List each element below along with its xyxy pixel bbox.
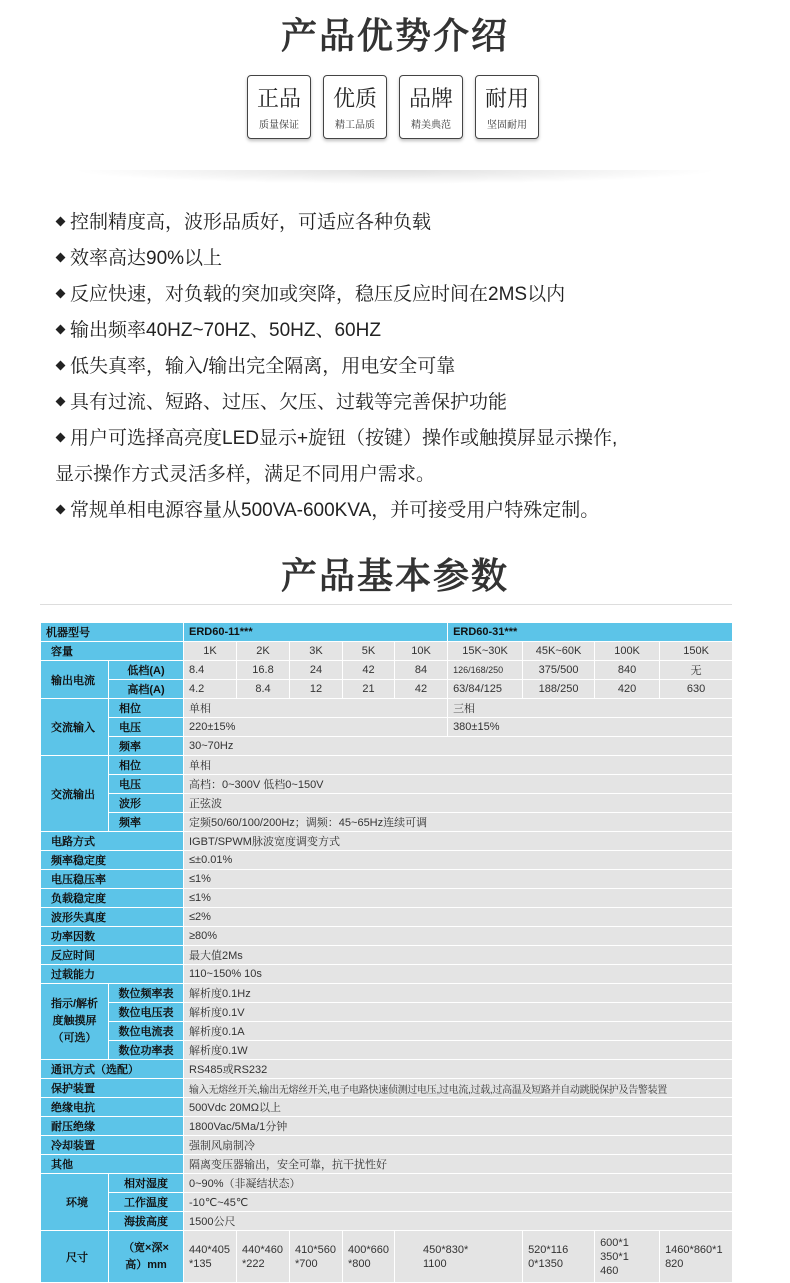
diamond-bullet-icon: [56, 397, 66, 407]
diamond-bullet-icon: [56, 289, 66, 299]
size-cell: 600*1350*1460: [595, 1231, 660, 1283]
badge-quality: [323, 75, 387, 139]
table-row: [41, 984, 733, 1003]
spec-key: 频率稳定度: [41, 851, 184, 870]
feature-item: 用户可选择高亮度LED显示+旋钮（按键）操作或触摸屏显示操作,: [55, 421, 755, 457]
cap-cell: 45K~60K: [523, 642, 595, 661]
badge-sub: 坚固耐用: [487, 120, 527, 131]
table-row: [41, 889, 733, 908]
spec-table: [40, 622, 733, 1283]
display-key: 数位电压表: [109, 1003, 184, 1022]
display-value: 解析度0.1A: [184, 1022, 733, 1041]
freq-label: 频率: [109, 813, 184, 832]
high-cell: 42: [395, 680, 448, 699]
spec-value: ≤1%: [184, 889, 733, 908]
high-cell: 12: [290, 680, 343, 699]
badge-title: 品牌: [408, 86, 453, 111]
spec-value: IGBT/SPWM脉波宽度调变方式: [184, 832, 733, 851]
high-cell: 21: [343, 680, 395, 699]
spec-value: ≤2%: [184, 908, 733, 927]
high-cell: 4.2: [184, 680, 237, 699]
diamond-bullet-icon: [56, 217, 66, 227]
table-row: [41, 737, 733, 756]
divider-shadow: [70, 170, 720, 184]
spec-key: 保护装置: [41, 1079, 184, 1098]
low-cell: 24: [290, 661, 343, 680]
feature-item: 低失真率，输入/输出完全隔离，用电安全可靠: [55, 349, 755, 385]
spec-value: ≤±0.01%: [184, 851, 733, 870]
env-key: 相对湿度: [109, 1174, 184, 1193]
out-volt: 高档：0~300V 低档0~150V: [184, 775, 733, 794]
low-cell: 840: [595, 661, 660, 680]
spec-key: 功率因数: [41, 927, 184, 946]
cap-cell: 1K: [184, 642, 237, 661]
spec-value: 强制风扇制冷: [184, 1136, 733, 1155]
high-cell: 188/250: [523, 680, 595, 699]
table-row: [41, 1003, 733, 1022]
spec-key: 电路方式: [41, 832, 184, 851]
out-phase: 单相: [184, 756, 733, 775]
table-row: [41, 870, 733, 889]
cap-cell: 15K~30K: [448, 642, 523, 661]
badge-sub: 质量保证: [259, 120, 299, 131]
size-unit: （宽×深×高）mm: [109, 1231, 184, 1283]
phase-three: 三相: [448, 699, 733, 718]
size-cell: 450*830*1100: [395, 1231, 523, 1283]
table-row: [41, 642, 733, 661]
ac-out-label: 交流输出: [41, 756, 109, 832]
spec-key: 绝缘电抗: [41, 1098, 184, 1117]
table-row: [41, 775, 733, 794]
table-row: [41, 1041, 733, 1060]
table-row: [41, 946, 733, 965]
section-title-advantages: 产品优势介绍: [280, 15, 509, 56]
feature-item: 控制精度高，波形品质好，可适应各种负载: [55, 205, 755, 241]
cap-cell: 100K: [595, 642, 660, 661]
spec-value: 1800Vac/5Ma/1分钟: [184, 1117, 733, 1136]
cap-cell: 2K: [237, 642, 290, 661]
table-row: [41, 1098, 733, 1117]
model-a: ERD60-11***: [184, 623, 448, 642]
low-cell: 84: [395, 661, 448, 680]
high-cell: 8.4: [237, 680, 290, 699]
spec-value: ≥80%: [184, 927, 733, 946]
badge-durable: [475, 75, 539, 139]
spec-value: 最大值2Ms: [184, 946, 733, 965]
low-cell: 126/168/250: [448, 661, 523, 680]
table-row: [41, 699, 733, 718]
table-row: [41, 756, 733, 775]
cap-cell: 3K: [290, 642, 343, 661]
ac-in-label: 交流输入: [41, 699, 109, 756]
freq-in: 30~70Hz: [184, 737, 733, 756]
table-row: [41, 1193, 733, 1212]
badge-title: 优质: [332, 86, 377, 111]
diamond-bullet-icon: [56, 433, 66, 443]
table-row: [41, 908, 733, 927]
low-cell: 8.4: [184, 661, 237, 680]
table-row: [41, 1212, 733, 1231]
feature-item: 具有过流、短路、过压、欠压、过载等完善保护功能: [55, 385, 755, 421]
diamond-bullet-icon: [56, 361, 66, 371]
low-cell: 375/500: [523, 661, 595, 680]
wave-value: 正弦波: [184, 794, 733, 813]
spec-key: 波形失真度: [41, 908, 184, 927]
high-label: 高档(A): [109, 680, 184, 699]
display-value: 解析度0.1W: [184, 1041, 733, 1060]
diamond-bullet-icon: [56, 505, 66, 515]
feature-list: [55, 205, 755, 529]
size-cell: 1460*860*1820: [660, 1231, 733, 1283]
size-cell: 520*1160*1350: [523, 1231, 595, 1283]
table-row: [41, 1231, 733, 1283]
spec-value: ≤1%: [184, 870, 733, 889]
spec-key: 过载能力: [41, 965, 184, 984]
env-label: 环境: [41, 1174, 109, 1231]
phase-label: 相位: [109, 756, 184, 775]
size-cell: 400*660*800: [343, 1231, 395, 1283]
table-row: [41, 794, 733, 813]
display-value: 解析度0.1V: [184, 1003, 733, 1022]
voltage-label: 电压: [109, 775, 184, 794]
table-row: [41, 1060, 733, 1079]
low-cell: 无: [660, 661, 733, 680]
high-cell: 420: [595, 680, 660, 699]
diamond-bullet-icon: [56, 253, 66, 263]
section-title-params: 产品基本参数: [280, 555, 509, 596]
spec-value: RS485或RS232: [184, 1060, 733, 1079]
spec-key: 其他: [41, 1155, 184, 1174]
out-current-label: 输出电流: [41, 661, 109, 699]
table-row: [41, 718, 733, 737]
badge-genuine: [247, 75, 311, 139]
feature-item: 常规单相电源容量从500VA-600KVA，并可接受用户特殊定制。: [55, 493, 755, 529]
feature-item: 效率高达90%以上: [55, 241, 755, 277]
wave-label: 波形: [109, 794, 184, 813]
display-key: 数位频率表: [109, 984, 184, 1003]
low-cell: 42: [343, 661, 395, 680]
out-freq: 定频50/60/100/200Hz；调频：45~65Hz连续可调: [184, 813, 733, 832]
phase-single: 单相: [184, 699, 448, 718]
low-label: 低档(A): [109, 661, 184, 680]
size-cell: 440*405*135: [184, 1231, 237, 1283]
freq-label: 频率: [109, 737, 184, 756]
env-value: 1500公尺: [184, 1212, 733, 1231]
model-b: ERD60-31***: [448, 623, 733, 642]
feature-item: 输出频率40HZ~70HZ、50HZ、60HZ: [55, 313, 755, 349]
table-row: [41, 1155, 733, 1174]
divider-line: [40, 604, 732, 605]
spec-value: 110~150% 10s: [184, 965, 733, 984]
badge-title: 正品: [256, 86, 301, 111]
cap-cell: 150K: [660, 642, 733, 661]
phase-label: 相位: [109, 699, 184, 718]
env-key: 海拔高度: [109, 1212, 184, 1231]
table-row: [41, 832, 733, 851]
table-row: [41, 680, 733, 699]
table-row: [41, 851, 733, 870]
spec-key: 反应时间: [41, 946, 184, 965]
size-cell: 410*560*700: [290, 1231, 343, 1283]
table-row: [41, 927, 733, 946]
spec-key: 通讯方式（选配）: [41, 1060, 184, 1079]
spec-key: 负载稳定度: [41, 889, 184, 908]
high-cell: 63/84/125: [448, 680, 523, 699]
spec-key: 冷却装置: [41, 1136, 184, 1155]
badge-title: 耐用: [484, 86, 529, 111]
low-cell: 16.8: [237, 661, 290, 680]
env-value: -10℃~45℃: [184, 1193, 733, 1212]
table-row: [41, 661, 733, 680]
env-key: 工作温度: [109, 1193, 184, 1212]
feature-item-continued: 显示操作方式灵活多样，满足不同用户需求。: [55, 464, 436, 485]
voltage-three: 380±15%: [448, 718, 733, 737]
diamond-bullet-icon: [56, 325, 66, 335]
voltage-label: 电压: [109, 718, 184, 737]
table-row: [41, 1136, 733, 1155]
spec-value: 输入无熔丝开关,输出无熔丝开关,电子电路快速侦测过电压,过电流,过载,过高温及短路并自动跳脱保护及告警装置: [184, 1079, 733, 1098]
table-row: [41, 965, 733, 984]
spec-value: 500Vdc 20MΩ以上: [184, 1098, 733, 1117]
cap-label: 容量: [41, 642, 184, 661]
badge-sub: 精工品质: [335, 120, 375, 131]
cap-cell: 5K: [343, 642, 395, 661]
badge-sub: 精美典范: [411, 120, 451, 131]
model-label: 机器型号: [41, 623, 184, 642]
display-key: 数位功率表: [109, 1041, 184, 1060]
env-value: 0~90%（非凝结状态）: [184, 1174, 733, 1193]
table-row: [41, 1079, 733, 1098]
spec-key: 耐压绝缘: [41, 1117, 184, 1136]
voltage-single: 220±15%: [184, 718, 448, 737]
table-row: [41, 813, 733, 832]
display-value: 解析度0.1Hz: [184, 984, 733, 1003]
feature-item: 反应快速，对负载的突加或突降，稳压反应时间在2MS以内: [55, 277, 755, 313]
badge-row: [247, 75, 539, 139]
size-label: 尺寸: [41, 1231, 109, 1283]
spec-key: 电压稳压率: [41, 870, 184, 889]
table-row: [41, 1174, 733, 1193]
table-row: [41, 623, 733, 642]
table-row: [41, 1117, 733, 1136]
high-cell: 630: [660, 680, 733, 699]
cap-cell: 10K: [395, 642, 448, 661]
size-cell: 440*460*222: [237, 1231, 290, 1283]
badge-brand: [399, 75, 463, 139]
display-label: 指示/解析度触摸屏（可选）: [41, 984, 109, 1060]
display-key: 数位电流表: [109, 1022, 184, 1041]
table-row: [41, 1022, 733, 1041]
spec-value: 隔离变压器输出，安全可靠，抗干扰性好: [184, 1155, 733, 1174]
